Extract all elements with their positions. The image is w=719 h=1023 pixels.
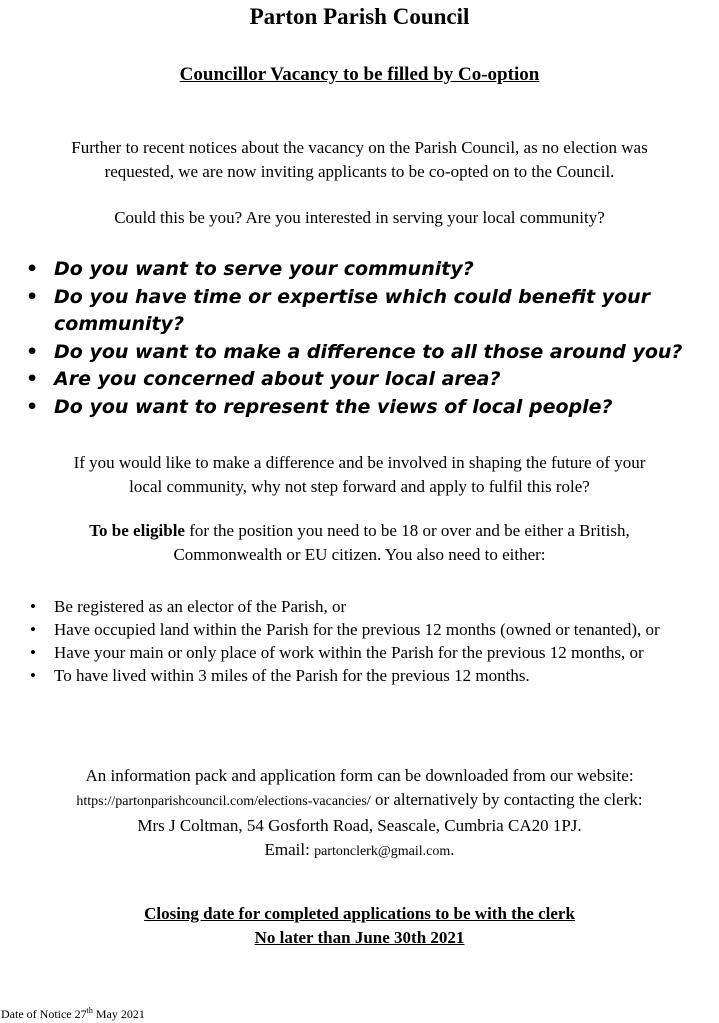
page-subtitle: Councillor Vacancy to be filled by Co-option <box>179 64 540 85</box>
question-item: • Do you want to make a difference to all those around you? <box>22 339 712 367</box>
notice-date-sup: th <box>86 1006 93 1015</box>
contact-address: Mrs J Coltman, 54 Gosforth Road, Seascale, Cumbria CA20 1PJ. <box>137 816 582 835</box>
notice-date <box>1 1006 145 1022</box>
contact-url-line <box>0 788 719 814</box>
closing-line: Closing date for completed applications to be with the clerk <box>144 904 575 923</box>
email-link[interactable]: partonclerk@gmail.com <box>314 844 451 859</box>
eligibility-line: Commonwealth or EU citizen. You also need to either: <box>173 545 546 564</box>
contact-line: An information pack and application form can be downloaded from our website: <box>85 766 634 785</box>
criteria-item: • To have lived within 3 miles of the Parish for the previous 12 months. <box>26 664 706 687</box>
question-item: • Are you concerned about your local area? <box>22 366 712 394</box>
eligibility-text: for the position you need to be 18 or over and be either a British, <box>184 521 630 540</box>
questions-list <box>22 256 712 421</box>
notice-date-prefix: Date of Notice 27 <box>1 1007 87 1021</box>
question-item: • Do you have time or expertise which could benefit your community? <box>22 284 712 339</box>
intro-paragraph <box>0 136 719 184</box>
criteria-item: • Have your main or only place of work within the Parish for the previous 12 months, or <box>26 641 706 664</box>
criteria-list <box>26 595 706 687</box>
question-item: • Do you want to serve your community? <box>22 256 712 284</box>
contact-url-suffix: or alternatively by contacting the clerk: <box>370 790 643 809</box>
criteria-item: • Have occupied land within the Parish for the previous 12 months (owned or tenanted), or <box>26 618 706 641</box>
intro-line: Further to recent notices about the vacancy on the Parish Council, as no election was <box>71 138 648 157</box>
closing-notice <box>0 902 719 950</box>
question-item: • Do you want to represent the views of local people? <box>22 394 712 422</box>
notice-date-suffix: May 2021 <box>92 1007 145 1021</box>
email-label: Email: <box>264 840 315 859</box>
contact-email-line <box>0 838 719 864</box>
encourage-line: If you would like to make a difference and be involved in shaping the future of your <box>73 453 646 472</box>
intro-question: Could this be you? Are you interested in serving your local community? <box>114 208 605 227</box>
closing-line: No later than June 30th 2021 <box>254 928 465 947</box>
contact-paragraph <box>0 764 719 864</box>
intro-line: requested, we are now inviting applicants to be co-opted on to the Council. <box>104 162 615 181</box>
eligibility-line <box>0 519 719 543</box>
encourage-paragraph <box>0 451 719 499</box>
email-end: . <box>450 840 455 859</box>
website-link[interactable]: https://partonparishcouncil.com/elections-vacancies/ <box>76 794 371 809</box>
encourage-line: local community, why not step forward and apply to fulfil this role? <box>129 477 590 496</box>
eligibility-bold: To be eligible <box>89 521 185 540</box>
eligibility-paragraph <box>0 519 719 567</box>
criteria-item: • Be registered as an elector of the Parish, or <box>26 595 706 618</box>
page-title: Parton Parish Council <box>249 4 470 29</box>
